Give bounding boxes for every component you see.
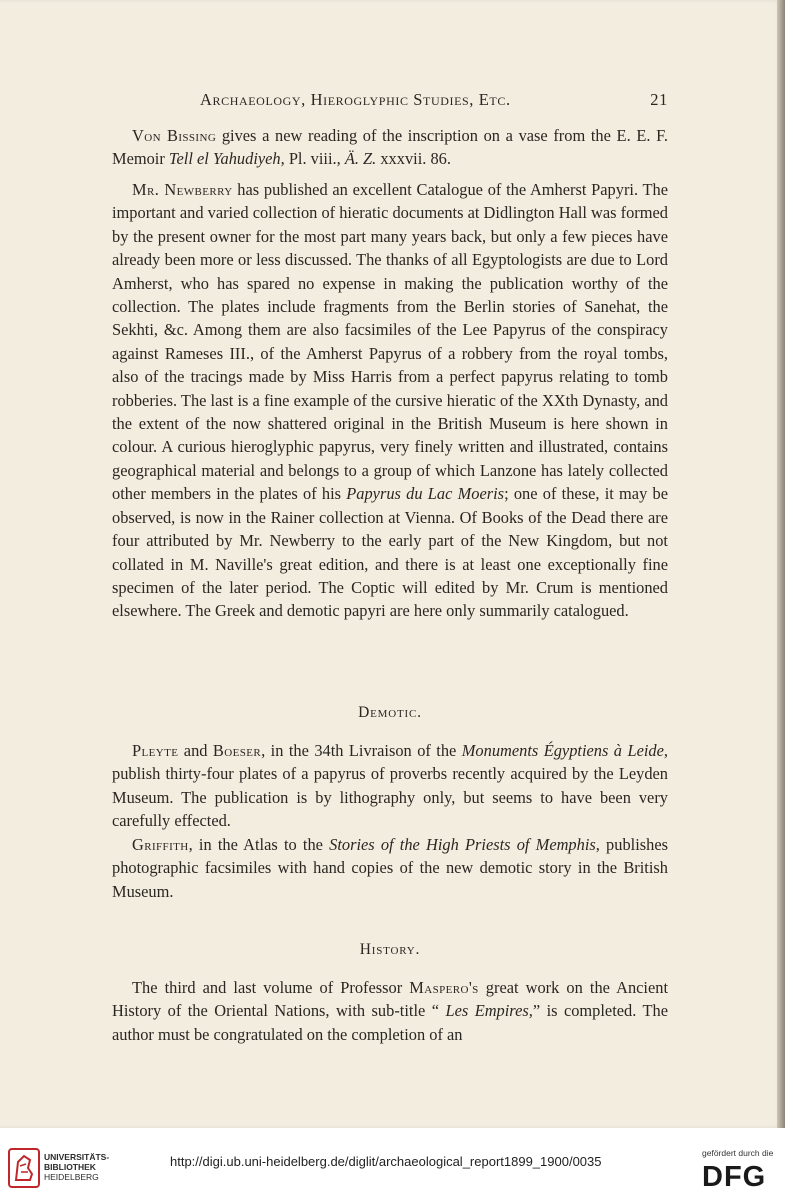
body-text: great work on the Ancient History of the Oriental Nations, with sub-title “ (112, 978, 669, 1021)
section-heading-history: History. (359, 941, 421, 958)
body-text: , in the Atlas to the (188, 835, 330, 854)
author-name: Von Bissing (132, 126, 217, 145)
paragraph-griffith (112, 833, 668, 903)
body-text: The third and last volume of Professor (132, 978, 410, 997)
body-text: , publishes photographic facsimiles with hand copies of the new demotic story in the British Museum. (112, 835, 668, 901)
dfg-logo (702, 1161, 784, 1189)
page-number: 21 (650, 90, 668, 109)
body-text: xxxvii. 86. (376, 149, 451, 169)
heidelberg-lion-icon (8, 1148, 40, 1188)
paragraph-maspero (112, 976, 668, 1046)
library-name-line: UNIVERSITÄTS- (44, 1152, 110, 1162)
body-text: , publish thirty-four plates of a papyrus of proverbs recently acquired by the Leyden Museum. The publication is by lithography only, but seems to have been very carefully effected. (112, 741, 668, 831)
body-text: , Pl. viii., (280, 149, 345, 169)
paragraph-pleyte-boeser (112, 739, 668, 833)
body-text: has published an excellent Catalogue of the Amherst Papyri. The important and varied collection of hieratic documents at Didlington Hall was formed by the present owner for the most part many years back, but only a few pieces have already been more or less discussed. The thanks of all Egyptologists are due to Lord Amherst, who has spared no expense in making the publication worthy of the collection. The plates include fragments from the Berlin stories of Sanehat, the Sekhti, &c. Among them are also facsimiles of the Lee Papyrus of the conspiracy against Rameses III., of the Amherst Papyrus of a robbery from the royal tombs, also of the tracings made by Miss Harris from a perfect papyrus relating to tomb robberies. The last is a fine example of the cursive hieratic of the XXth Dynasty, and the extent of the now shattered original in the British Museum is here shown in colour. A curious hieroglyphic papyrus, very finely written and illustrated, contains geographical material and belongs to a group of which Lanzone has lately collected other members in the plates of his (112, 180, 668, 504)
section-heading-demotic: Demotic. (358, 704, 422, 721)
library-name-line: BIBLIOTHEK (44, 1162, 96, 1172)
running-head (112, 90, 668, 112)
body-text: ” is completed. The author must be congratulated on the completion of an (112, 1001, 668, 1044)
author-name: Mr. Newberry (132, 180, 233, 199)
work-title: Monuments Égyptiens à Leide (461, 741, 664, 760)
running-head-title: Archaeology, Hieroglyphic Studies, Etc. (200, 90, 511, 109)
page-edge (777, 0, 785, 1128)
work-title: Stories of the High Priests of Memphis (329, 835, 596, 854)
author-name: Maspero's (409, 978, 479, 997)
body-text: and (178, 741, 213, 760)
body-text: , in the 34th Livraison of the (261, 741, 462, 760)
author-name: Griffith (132, 835, 189, 854)
dfg-logo-text: DFG (702, 1161, 767, 1189)
library-name-line: HEIDELBERG (44, 1172, 99, 1182)
paragraph-von-bissing (112, 124, 668, 171)
work-title: Papyrus du Lac Moeris (346, 484, 505, 504)
body-text: gives a new reading of the inscription on a vase from the E. E. F. Memoir (112, 126, 668, 169)
library-name (44, 1152, 109, 1182)
journal-abbr: Ä. Z. (344, 149, 377, 169)
body-text: ; one of these, it may be observed, is now in the Rainer collection at Vienna. Of Books of the Dead there are four attributed by Mr. Newberry to the early part of the New Kingdom, but not collated in M. Naville's great edition, and there is at least one exceptionally fine specimen of the later period. The Coptic will edited by Mr. Crum is mentioned elsewhere. The Greek and demotic papyri are here only summarily catalogued. (112, 484, 668, 621)
author-name: Pleyte (132, 741, 179, 760)
work-title: Les Empires, (445, 1001, 533, 1021)
digitization-footer (0, 1128, 793, 1199)
paragraph-newberry (112, 178, 668, 623)
funded-by-caption: gefördert durch die (702, 1148, 774, 1158)
work-title: Tell el Yahudiyeh (168, 149, 281, 169)
author-name: Boeser (212, 741, 262, 760)
permalink-url[interactable]: http://digi.ub.uni-heidelberg.de/diglit/archaeological_report1899_1900/0035 (170, 1154, 602, 1169)
